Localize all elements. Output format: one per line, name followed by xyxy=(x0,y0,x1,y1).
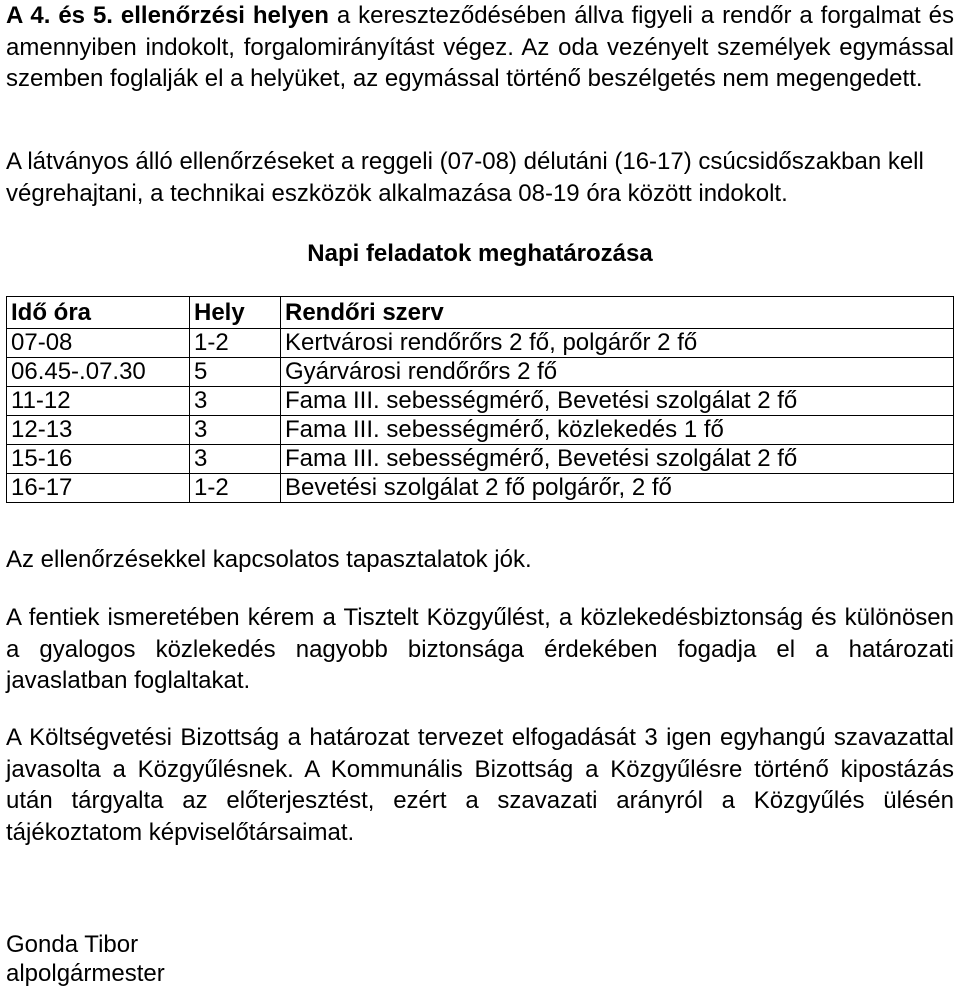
column-header-police-unit: Rendőri szerv xyxy=(281,297,954,329)
table-row xyxy=(7,329,954,358)
cell-unit: Fama III. sebességmérő, közlekedés 1 fő xyxy=(281,416,954,445)
cell-unit: Bevetési szolgálat 2 fő polgárőr, 2 fő xyxy=(281,474,954,503)
table-row xyxy=(7,387,954,416)
cell-place: 1-2 xyxy=(190,474,281,503)
signature-name: Gonda Tibor xyxy=(6,931,139,958)
column-header-time: Idő óra xyxy=(7,297,190,329)
cell-time: 06.45-.07.30 xyxy=(7,358,190,387)
cell-place: 3 xyxy=(190,445,281,474)
daily-tasks-table xyxy=(6,296,954,503)
paragraph-experience: Az ellenőrzésekkel kapcsolatos tapasztalatok jók. xyxy=(6,546,532,573)
cell-time: 16-17 xyxy=(7,474,190,503)
cell-place: 3 xyxy=(190,416,281,445)
cell-time: 07-08 xyxy=(7,329,190,358)
cell-place: 5 xyxy=(190,358,281,387)
column-header-place: Hely xyxy=(190,297,281,329)
paragraph-lead: A 4. és 5. ellenőrzési helyen xyxy=(6,2,329,29)
table-row xyxy=(7,416,954,445)
cell-place: 1-2 xyxy=(190,329,281,358)
cell-unit: Kertvárosi rendőrőrs 2 fő, polgárőr 2 fő xyxy=(281,329,954,358)
paragraph-text: a kereszteződésében állva figyeli a rendőr a forgalmat és amennyiben indokolt, forgalomirányítást végez. Az oda vezényelt személyek egymással szemben foglalják el a helyüket, az egymással történő beszélgetés nem megengedett. xyxy=(6,2,954,92)
paragraph-request: A fentiek ismeretében kérem a Tisztelt Közgyűlést, a közlekedésbiztonság és különösen a gyalogos közlekedés nagyobb biztonsága érdekében fogadja el a határozati javaslatban foglaltakat. xyxy=(6,604,954,694)
cell-time: 11-12 xyxy=(7,387,190,416)
table-row xyxy=(7,358,954,387)
cell-unit: Fama III. sebességmérő, Bevetési szolgálat 2 fő xyxy=(281,387,954,416)
cell-place: 3 xyxy=(190,387,281,416)
cell-unit: Gyárvárosi rendőrőrs 2 fő xyxy=(281,358,954,387)
table-heading: Napi feladatok meghatározása xyxy=(307,240,653,267)
signature-title: alpolgármester xyxy=(6,960,165,987)
cell-time: 12-13 xyxy=(7,416,190,445)
table-header-row xyxy=(7,297,954,329)
cell-time: 15-16 xyxy=(7,445,190,474)
paragraph-checkpoints xyxy=(6,0,954,95)
paragraph-inspections: A látványos álló ellenőrzéseket a reggeli (07-08) délutáni (16-17) csúcsidőszakban kell végrehajtani, a technikai eszközök alkalmazása 08-19 óra között indokolt. xyxy=(6,148,924,207)
table-row xyxy=(7,474,954,503)
table-row xyxy=(7,445,954,474)
cell-unit: Fama III. sebességmérő, Bevetési szolgálat 2 fő xyxy=(281,445,954,474)
paragraph-committee: A Költségvetési Bizottság a határozat tervezet elfogadását 3 igen egyhangú szavazattal javasolta a Közgyűlésnek. A Kommunális Bizottság a Közgyűlésre történő kipostázás után tárgyalta az előterjesztést, ezért a szavazati arányról a Közgyűlés ülésén tájékoztatom képviselőtársaimat. xyxy=(6,724,954,846)
